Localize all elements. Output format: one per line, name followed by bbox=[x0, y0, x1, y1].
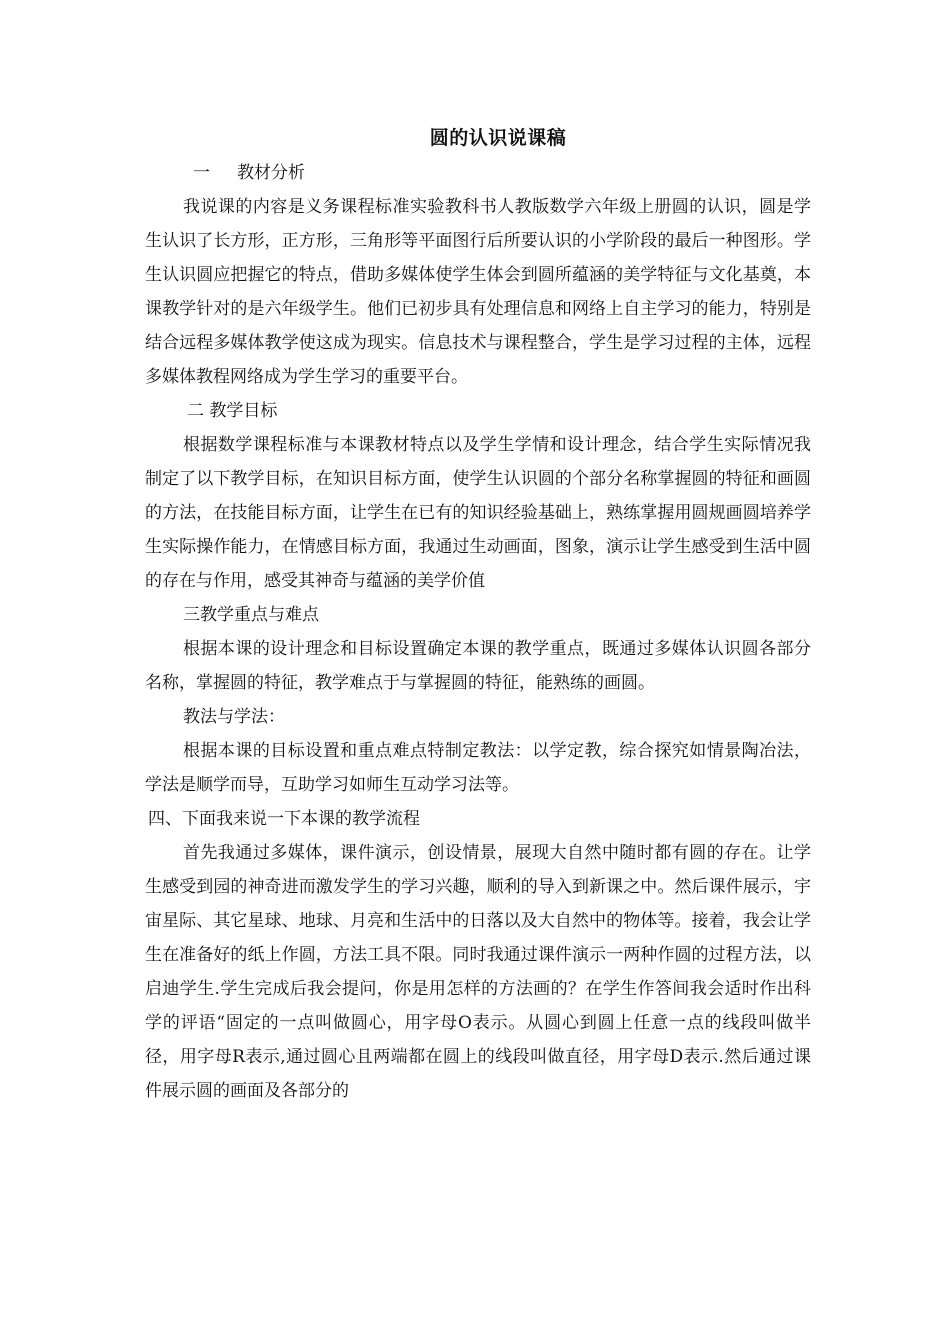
section-heading-teaching-material: 一 教材分析 bbox=[193, 163, 306, 183]
paragraph-teaching-material: 我说课的内容是义务课程标准实验教科书人教版数学六年级上册圆的认识，圆是学生认识了长方形，正方形，三角形等平面图行后所要认识的小学阶段的最后一种图形。学生认识圆应把握它的特点，借助多媒体使学生体会到圆所蕴涵的美学特征与文化基奠，本课教学针对的是六年级学生。他们已初步具有处理信息和网络上自主学习的能力，特别是结合远程多媒体教学使这成为现实。信息技术与课程整合，学生是学习过程的主体，远程多媒体教程网络成为学生学习的重要平台。 bbox=[145, 197, 811, 387]
document-body bbox=[145, 156, 811, 1108]
section-heading-methods: 教法与学法： bbox=[183, 707, 285, 727]
section-heading-teaching-goals: 二 教学目标 bbox=[187, 401, 278, 421]
section-heading-key-points: 三教学重点与难点 bbox=[183, 605, 319, 625]
paragraph-methods: 根据本课的目标设置和重点难点特制定教法：以学定教，综合探究如情景陶冶法，学法是顺学而导，互助学习如师生互动学习法等。 bbox=[145, 741, 811, 795]
section-heading-teaching-process: 四、下面我来说一下本课的教学流程 bbox=[148, 809, 420, 829]
paragraph-teaching-process: 首先我通过多媒体，课件演示，创设情景，展现大自然中随时都有圆的存在。让学生感受到园的神奇进而激发学生的学习兴趣，顺利的导入到新课之中。然后课件展示，宇宙星际、其它星球、地球、月亮和生活中的日落以及大自然中的物体等。接着，我会让学生在准备好的纸上作圆，方法工具不限。同时我通过课件演示一两种作圆的过程方法，以启迪学生.学生完成后我会提问，你是用怎样的方法画的？在学生作答间我会适时作出科学的评语“固定的一点叫做圆心，用字母O表示。从圆心到圆上任意一点的线段叫做半径，用字母R表示,通过圆心且两端都在圆上的线段叫做直径，用字母D表示.然后通过课件展示圆的画面及各部分的 bbox=[145, 843, 811, 1101]
paragraph-teaching-goals: 根据数学课程标准与本课教材特点以及学生学情和设计理念，结合学生实际情况我制定了以下教学目标，在知识目标方面，使学生认识圆的个部分名称掌握圆的特征和画圆的方法，在技能目标方面，让学生在已有的知识经验基础上，熟练掌握用圆规画圆培养学生实际操作能力，在情感目标方面，我通过生动画面，图象，演示让学生感受到生活中圆的存在与作用，感受其神奇与蕴涵的美学价值 bbox=[145, 435, 811, 591]
document-title: 圆的认识说课稿 bbox=[429, 127, 567, 149]
paragraph-key-points: 根据本课的设计理念和目标设置确定本课的教学重点，既通过多媒体认识圆各部分名称，掌握圆的特征，教学难点于与掌握圆的特征，能熟练的画圆。 bbox=[145, 639, 811, 693]
